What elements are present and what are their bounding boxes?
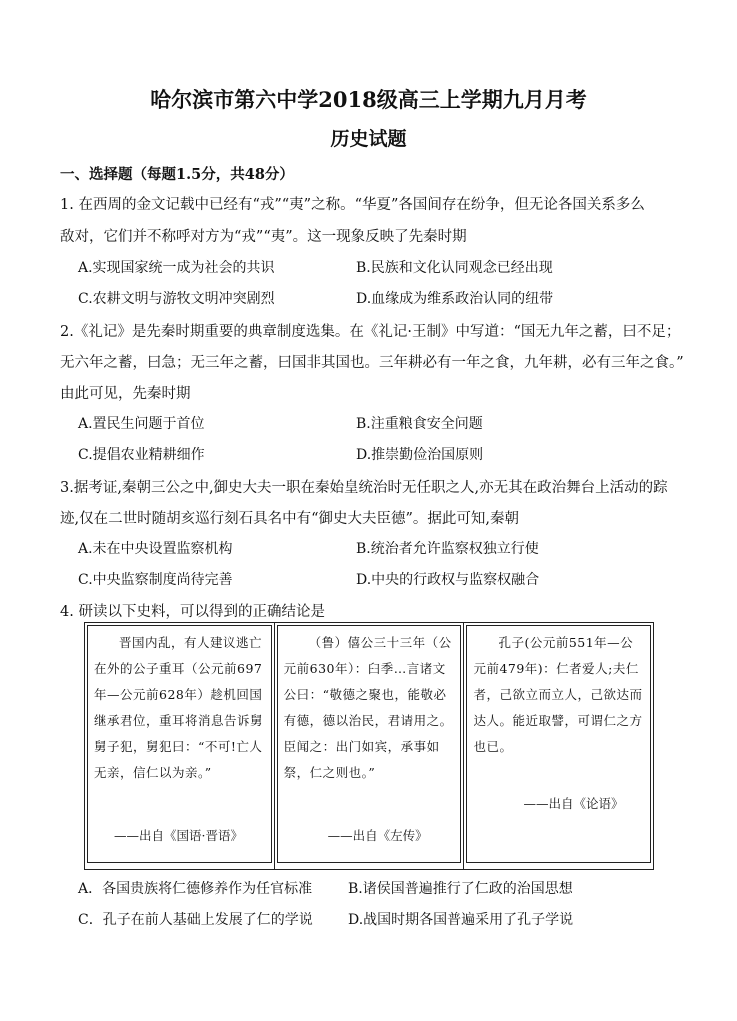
- section-heading: 一、选择题（每题1.5分，共48分）: [60, 166, 294, 183]
- source-citation-lunyu: ——出自《论语》: [523, 796, 624, 811]
- source-cell-zuozhuan: [274, 623, 464, 870]
- source-citation-zuozhuan: ——出自《左传》: [327, 828, 428, 843]
- source-cell-lunyu: [464, 623, 654, 870]
- q3-stem-line2: 迹,仅在二世时随胡亥巡行刻石具名中有“御史大夫臣德”。据此可知,秦朝: [60, 511, 520, 527]
- exam-title: 哈尔滨市第六中学2018级高三上学期九月月考: [150, 87, 587, 112]
- exam-subtitle: 历史试题: [330, 128, 407, 150]
- source-text-guoyu: 晋国内乱，有人建议逃亡在外的公子重耳（公元前697年—公元前628年）趁机回国继承君位，重耳将消息告诉舅舅子犯，舅犯曰：“不可!亡人无亲，信仁以为亲。”: [94, 635, 264, 780]
- q2-option-c: C.提倡农业精耕细作: [78, 447, 205, 463]
- q4-option-b: B.诸侯国普遍推行了仁政的治国思想: [348, 881, 573, 897]
- q4-option-c: C．孔子在前人基础上发展了仁的学说: [78, 912, 313, 928]
- q2-stem-line2: 无六年之蓄，曰急；无三年之蓄，曰国非其国也。三年耕必有一年之食，九年耕，必有三年之食。”: [60, 355, 684, 371]
- q1-option-d: D.血缘成为维系政治认同的纽带: [356, 291, 554, 307]
- source-text-lunyu: 孔子(公元前551年—公元前479年)：仁者爱人;夫仁者，己欲立而立人，己欲达而达人。能近取譬，可谓仁之方也已。: [473, 635, 643, 754]
- q1-stem-line1: 1. 在西周的金文记载中已经有“戎”“夷”之称。“华夏”各国间存在纷争，但无论各国关系多么: [60, 197, 645, 213]
- q1-option-a: A.实现国家统一成为社会的共识: [78, 260, 275, 276]
- source-citation-guoyu: ——出自《国语·晋语》: [114, 828, 243, 843]
- q2-stem-line3: 由此可见，先秦时期: [60, 386, 191, 402]
- q2-stem-line1: 2.《礼记》是先秦时期重要的典章制度选集。在《礼记·王制》中写道：“国无九年之蓄，曰不足；: [60, 324, 681, 340]
- q3-option-a: A.未在中央设置监察机构: [78, 541, 233, 557]
- q4-option-d: D.战国时期各国普遍采用了孔子学说: [348, 912, 574, 928]
- q4-stem: 4. 研读以下史料，可以得到的正确结论是: [60, 604, 325, 620]
- source-table: [84, 622, 654, 870]
- q3-option-d: D.中央的行政权与监察权融合: [356, 572, 540, 588]
- source-cell-guoyu: [85, 623, 275, 870]
- q3-option-c: C.中央监察制度尚待完善: [78, 572, 233, 588]
- q1-stem-line2: 敌对，它们并不称呼对方为“戎”“夷”。这一现象反映了先秦时期: [60, 229, 467, 245]
- q4-option-a: A．各国贵族将仁德修养作为任官标准: [78, 881, 313, 897]
- q1-option-c: C.农耕文明与游牧文明冲突剧烈: [78, 291, 275, 307]
- q2-option-b: B.注重粮食安全问题: [356, 416, 483, 432]
- q3-stem-line1: 3.据考证,秦朝三公之中,御史大夫一职在秦始皇统治时无任职之人,亦无其在政治舞台上活动的踪: [60, 480, 668, 496]
- q1-option-b: B.民族和文化认同观念已经出现: [356, 260, 553, 276]
- source-text-zuozhuan: （鲁）僖公三十三年（公元前630年）：臼季…言诸文公曰：“敬德之聚也，能敬必有德，德以治民，君请用之。臣闻之：出门如宾，承事如祭，仁之则也。”: [283, 635, 453, 780]
- q2-option-a: A.置民生问题于首位: [78, 416, 205, 432]
- q3-option-b: B.统治者允许监察权独立行使: [356, 541, 539, 557]
- q2-option-d: D.推崇勤俭治国原则: [356, 447, 484, 463]
